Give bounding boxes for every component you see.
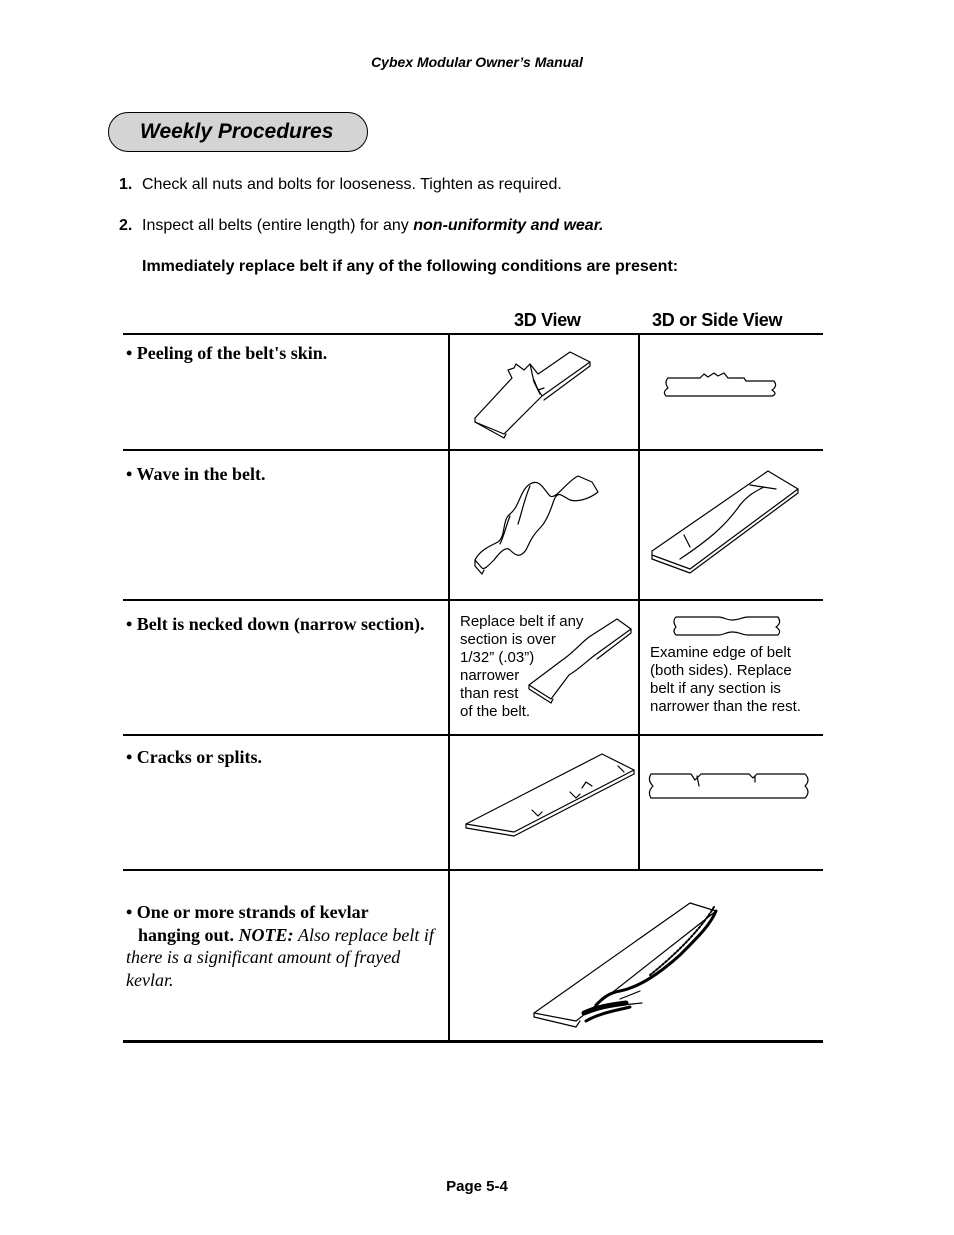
column-header-side: 3D or Side View — [652, 310, 783, 330]
column-divider — [448, 334, 450, 1041]
wave-belt-3d-figure — [470, 470, 610, 580]
necked-side-note: Examine edge of belt (both sides). Replace belt if any section is narrower than the rest. — [650, 644, 801, 715]
row-divider — [123, 734, 823, 736]
wave-belt-side-figure — [650, 465, 810, 575]
peeling-belt-side-figure — [660, 370, 780, 400]
condition-peeling: • Peeling of the belt's skin. — [126, 343, 328, 363]
column-header-3d: 3D View — [514, 310, 581, 330]
page-number: Page 5-4 — [446, 1178, 508, 1195]
step-2 — [119, 217, 603, 235]
necked-belt-side-figure — [670, 615, 785, 637]
necked-3d-note: Replace belt if any section is over 1/32” (.03”) narrower than rest of the belt. — [460, 613, 584, 720]
table-top-rule — [123, 333, 823, 335]
cracked-belt-3d-figure — [462, 752, 640, 842]
step-number: 2. — [119, 217, 133, 234]
manual-title: Cybex Modular Owner’s Manual — [371, 54, 583, 70]
note-label: NOTE: — [238, 924, 294, 945]
row-divider — [123, 869, 823, 871]
peeling-belt-3d-figure — [470, 350, 600, 440]
note-text: Also replace belt if there is a significant amount of frayed kevlar. — [126, 924, 434, 990]
kevlar-belt-3d-figure — [530, 895, 730, 1035]
section-title: Weekly Procedures — [140, 120, 334, 143]
row-divider — [123, 599, 823, 601]
replace-warning: Immediately replace belt if any of the following conditions are present: — [142, 258, 679, 275]
step-text: Check all nuts and bolts for looseness. Tighten as required. — [142, 176, 562, 193]
kevlar-line-2: hanging out. — [138, 924, 235, 945]
cracked-belt-side-figure — [645, 768, 813, 808]
condition-kevlar — [126, 901, 446, 991]
kevlar-line-1: • One or more strands of kevlar — [126, 902, 369, 922]
step-emphasis: non-uniformity and wear. — [413, 217, 604, 234]
condition-wave: • Wave in the belt. — [126, 464, 266, 484]
necked-belt-3d-figure — [525, 615, 640, 705]
row-divider — [123, 449, 823, 451]
condition-cracks: • Cracks or splits. — [126, 747, 262, 767]
step-text: Inspect all belts (entire length) for any — [142, 217, 414, 234]
step-number: 1. — [119, 176, 133, 193]
step-1 — [119, 176, 562, 194]
condition-necked: • Belt is necked down (narrow section). — [126, 614, 425, 634]
table-bottom-rule — [123, 1040, 823, 1043]
